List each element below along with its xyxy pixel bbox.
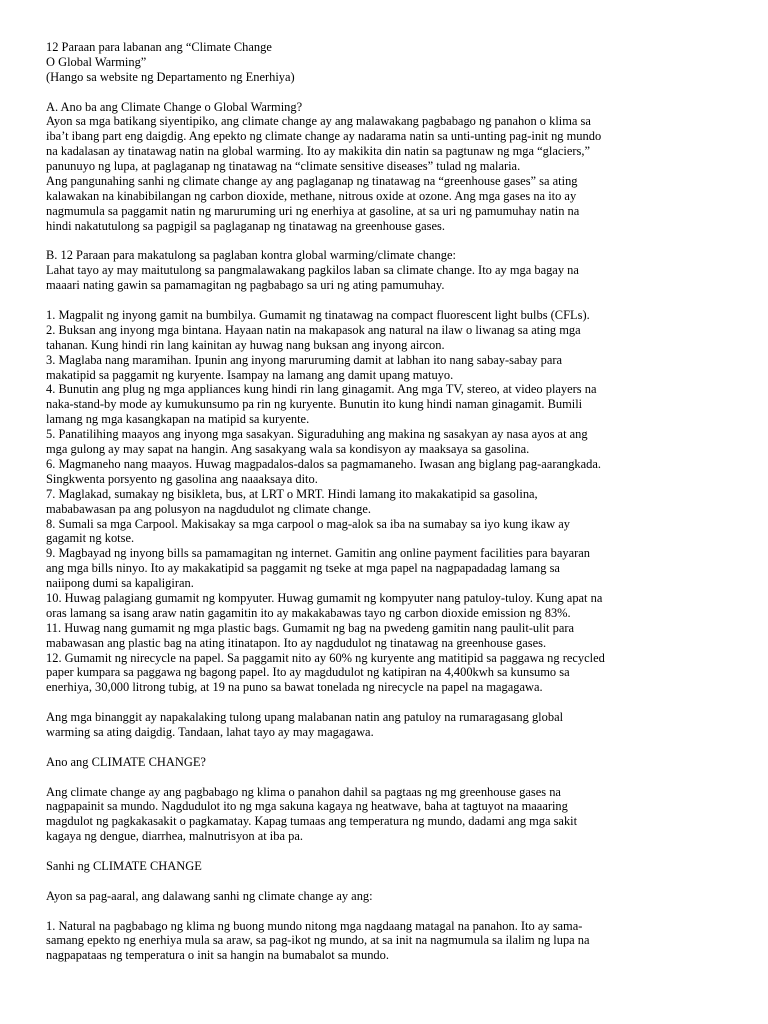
- text-line: Ang pangunahing sanhi ng climate change ay ang paglaganap ng tinatawag na “greenhouse gases” sa ating: [46, 174, 578, 189]
- text-line: hindi nakatutulong sa pagpigil sa paglaganap ng tinatawag na greenhouse gases.: [46, 218, 445, 233]
- text-line: Ang mga binanggit ay napakalaking tulong upang malabanan natin ang patuloy na rumaragasang global: [46, 710, 564, 725]
- text-line: enerhiya, 30,000 litrong tubig, at 19 na puno sa bawat tonelada ng nirecycle na papel na magagawa.: [46, 680, 543, 695]
- text-line: 11. Huwag nang gumamit ng mga plastic bags. Gumamit ng bag na pwedeng gamitin nang paulit-ulit para: [46, 620, 575, 635]
- text-line: Ayon sa pag-aaral, ang dalawang sanhi ng climate change ay ang:: [46, 888, 373, 903]
- blank-line: [46, 85, 736, 100]
- text-line: Lahat tayo ay may maitutulong sa pangmalawakang pagkilos laban sa climate change. Ito ay mga bagay na: [46, 263, 579, 278]
- text-line: naka-stand-by mode ay kumukunsumo pa rin ng kuryente. Bunutin ito kung hindi naman ginagamit. Bumili: [46, 397, 583, 412]
- text-line: Ano ang CLIMATE CHANGE?: [46, 754, 206, 769]
- text-line: mga gulong ay may sapat na hangin. Ang sasakyang wala sa kondisyon ay maaksaya sa gasolina.: [46, 442, 530, 457]
- text-line: 1. Magpalit ng inyong gamit na bumbilya. Gumamit ng tinatawag na compact fluorescent light bulbs (CFLs).: [46, 308, 590, 323]
- text-line: A. Ano ba ang Climate Change o Global Warming?: [46, 99, 303, 114]
- blank-line: [46, 695, 736, 710]
- text-line: panunuyo ng lupa, at paglaganap ng tinatawag na “climate sensitive diseases” tulad ng malaria.: [46, 159, 521, 174]
- text-line: kagaya ng dengue, diarrhea, malnutrisyon at iba pa.: [46, 829, 303, 844]
- text-line: gagamit ng kotse.: [46, 531, 135, 546]
- text-line: iba’t ibang part eng daigdig. Ang epekto ng climate change ay nadarama natin sa unti-unting pag-init ng mundo: [46, 129, 602, 144]
- blank-line: [46, 740, 736, 755]
- text-line: (Hango sa website ng Departamento ng Enerhiya): [46, 69, 295, 84]
- text-line: 8. Sumali sa mga Carpool. Makisakay sa mga carpool o mag-alok sa iba na sumabay sa iyo kung ikaw ay: [46, 516, 570, 531]
- text-line: 6. Magmaneho nang maayos. Huwag magpadalos-dalos sa pagmamaneho. Iwasan ang biglang pag-aarangkada.: [46, 456, 602, 471]
- blank-line: [46, 770, 736, 785]
- text-line: 12 Paraan para labanan ang “Climate Change: [46, 40, 272, 54]
- text-line: 9. Magbayad ng inyong bills sa pamamagitan ng internet. Gamitin ang online payment facilities para bayaran: [46, 546, 590, 561]
- text-line: oras lamang sa isang araw natin gagamitin ito ay makakabawas tayo ng carbon dioxide emission ng 83%.: [46, 605, 571, 620]
- text-line: 2. Buksan ang inyong mga bintana. Hayaan natin na makapasok ang natural na ilaw o liwanag sa ating mga: [46, 322, 581, 337]
- text-line: mababawasan pa ang polusyon na nagdudulot ng climate change.: [46, 501, 372, 516]
- text-line: nagpapataas ng temperatura o init sa hangin na bumabalot sa mundo.: [46, 948, 389, 963]
- text-line: lamang ng mga kasangkapan na matipid sa kuryente.: [46, 412, 310, 427]
- blank-line: [46, 904, 736, 919]
- text-line: 3. Maglaba nang maramihan. Ipunin ang inyong maruruming damit at labhan ito nang sabay-sabay para: [46, 352, 563, 367]
- text-line: O Global Warming”: [46, 54, 147, 69]
- text-line: 4. Bunutin ang plug ng mga appliances kung hindi rin lang ginagamit. Ang mga TV, stereo, at video players na: [46, 382, 597, 397]
- text-line: nagpapainit sa mundo. Nagdudulot ito ng mga sakuna kagaya ng heatwave, baha at tagtuyot na maaaring: [46, 799, 568, 814]
- text-line: tahanan. Kung hindi rin lang kainitan ay huwag nang buksan ang inyong aircon.: [46, 337, 445, 352]
- text-line: ang mga bills ninyo. Ito ay makakatipid sa paggamit ng tseke at mga papel na nagpapadadag lamang sa: [46, 561, 560, 576]
- text-line: magdulot ng pagkakasakit o pagkamatay. Kapag tumaas ang temperatura ng mundo, dadami ang mga sakit: [46, 814, 578, 829]
- text-line: warming sa ating daigdig. Tandaan, lahat tayo ay may magagawa.: [46, 724, 374, 739]
- text-line: makatipid sa paggamit ng kuryente. Isampay na lamang ang damit upang matuyo.: [46, 367, 454, 382]
- text-line: Ayon sa mga batikang siyentipiko, ang climate change ay ang malawakang pagbabago ng panahon o klima sa: [46, 114, 591, 129]
- text-line: maaari nating gawin sa pamamagitan ng pagbabago sa uri ng ating pamumuhay.: [46, 278, 445, 293]
- text-line: Ang climate change ay ang pagbabago ng klima o panahon dahil sa pagtaas ng mg greenhouse gases na: [46, 784, 561, 799]
- text-line: 7. Maglakad, sumakay ng bisikleta, bus, at LRT o MRT. Hindi lamang ito makakatipid sa gasolina,: [46, 486, 538, 501]
- text-line: Singkwenta porsyento ng gasolina ang naaaksaya dito.: [46, 471, 318, 486]
- text-line: kalawakan na kinabibilangan ng carbon dioxide, methane, nitrous oxide at ozone. Ang mga gases na ito ay: [46, 188, 577, 203]
- blank-line: [46, 293, 736, 308]
- text-line: paper kumpara sa paggawa ng bagong papel. Ito ay magdudulot ng katipiran na 4,400kwh sa kunsumo sa: [46, 665, 570, 680]
- text-line: B. 12 Paraan para makatulong sa paglaban kontra global warming/climate change:: [46, 248, 456, 263]
- blank-line: [46, 844, 736, 859]
- text-line: 1. Natural na pagbabago ng klima ng buong mundo nitong mga nagdaang matagal na panahon. Ito ay sama-: [46, 918, 583, 933]
- document-body: [46, 40, 736, 963]
- text-line: 5. Panatilihing maayos ang inyong mga sasakyan. Siguraduhing ang makina ng sasakyan ay nasa ayos at ang: [46, 427, 588, 442]
- text-line: mabawasan ang plastic bag na ating itinatapon. Ito ay nagdudulot ng tinatawag na greenhouse gases.: [46, 635, 547, 650]
- text-line: nagmumula sa paggamit natin ng maruruming uri ng enerhiya at gasoline, at sa uri ng pamumuhay natin na: [46, 203, 580, 218]
- text-line: 12. Gumamit ng nirecycle na papel. Sa paggamit nito ay 60% ng kuryente ang matitipid sa paggawa ng recycled: [46, 650, 605, 665]
- text-line: na kadalasan ay tinatawag natin na global warming. Ito ay makikita din natin sa pagtunaw ng mga “glaciers,”: [46, 144, 590, 159]
- text-line: Sanhi ng CLIMATE CHANGE: [46, 858, 202, 873]
- text-line: samang epekto ng enerhiya mula sa araw, sa pag-ikot ng mundo, at sa init na nagmumula sa ilalim ng lupa na: [46, 933, 590, 948]
- text-line: 10. Huwag palagiang gumamit ng kompyuter. Huwag gumamit ng kompyuter nang patuloy-tuloy. Kung apat na: [46, 590, 603, 605]
- blank-line: [46, 234, 736, 249]
- text-line: naiipong dumi sa kapaligiran.: [46, 576, 194, 591]
- blank-line: [46, 874, 736, 889]
